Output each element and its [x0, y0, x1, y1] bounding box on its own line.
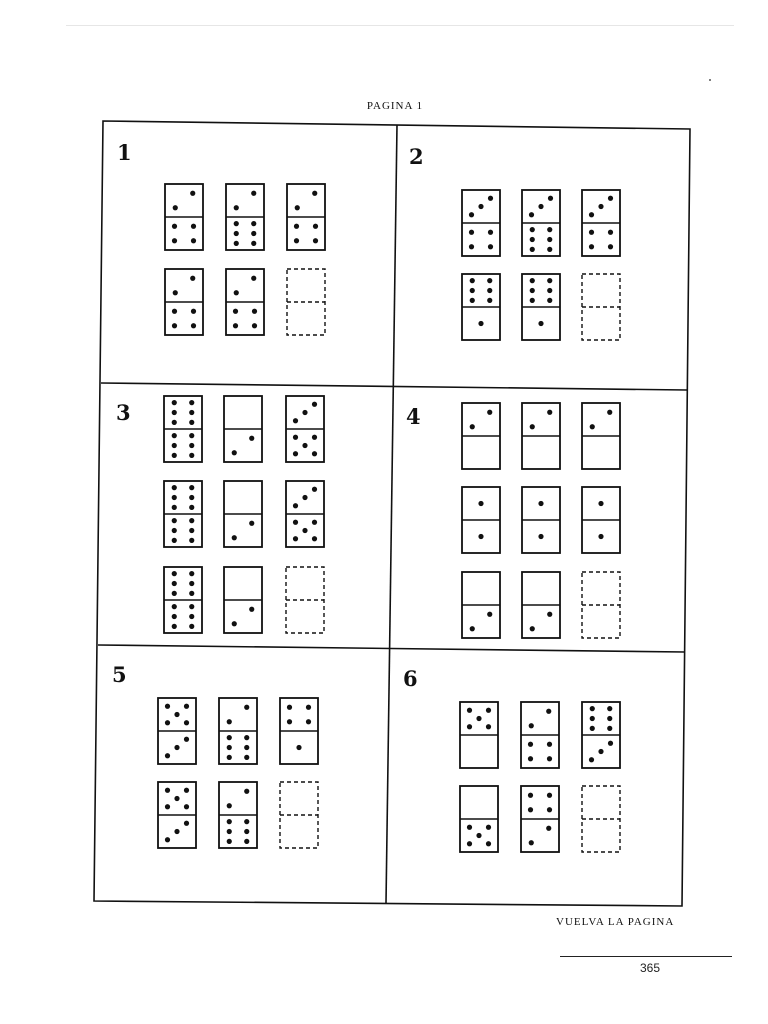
pip — [530, 298, 535, 303]
pip — [313, 238, 318, 243]
pip — [232, 535, 237, 540]
panel-2 — [409, 144, 620, 340]
pip — [598, 749, 603, 754]
pip — [172, 518, 177, 523]
pip — [174, 745, 179, 750]
domino-tile — [462, 572, 500, 638]
pip — [547, 247, 552, 252]
blank-domino-answer-slot[interactable] — [286, 567, 324, 633]
page-number: 365 — [640, 961, 661, 975]
pip — [312, 191, 317, 196]
pip — [607, 410, 612, 415]
domino-tile — [462, 274, 500, 340]
pip — [234, 231, 239, 236]
domino-tile — [158, 782, 196, 848]
pip — [312, 435, 317, 440]
turn-page-note: VUELVA LA PAGINA — [556, 916, 675, 928]
pip — [189, 528, 194, 533]
pip — [165, 753, 170, 758]
pip — [538, 321, 543, 326]
pip — [249, 521, 254, 526]
pip — [302, 410, 307, 415]
panel-number: 2 — [409, 144, 424, 169]
pip — [244, 839, 249, 844]
domino-tile — [280, 698, 318, 764]
domino-tile — [462, 403, 500, 469]
pip — [478, 204, 483, 209]
pip — [312, 451, 317, 456]
pip — [189, 443, 194, 448]
domino-tile — [224, 396, 262, 462]
pip — [486, 708, 491, 713]
pip — [547, 237, 552, 242]
pip — [232, 621, 237, 626]
pip — [487, 288, 492, 293]
pip — [598, 501, 603, 506]
pip — [467, 724, 472, 729]
pip — [251, 276, 256, 281]
pip — [165, 704, 170, 709]
pip — [172, 485, 177, 490]
pip — [190, 191, 195, 196]
pip — [172, 400, 177, 405]
pip — [608, 196, 613, 201]
pip — [487, 278, 492, 283]
pip — [547, 288, 552, 293]
pip — [590, 726, 595, 731]
pip — [191, 309, 196, 314]
horizontal-divider-2 — [98, 645, 685, 652]
pip — [306, 719, 311, 724]
pip — [547, 793, 552, 798]
pip — [589, 757, 594, 762]
pip — [234, 241, 239, 246]
pip — [232, 450, 237, 455]
pip — [172, 538, 177, 543]
pip — [312, 487, 317, 492]
pip — [528, 807, 533, 812]
pip — [488, 244, 493, 249]
pip — [251, 231, 256, 236]
pip — [306, 705, 311, 710]
domino-tile — [164, 396, 202, 462]
pip — [607, 706, 612, 711]
pip — [184, 704, 189, 709]
pip — [293, 536, 298, 541]
page-title: PAGINA 1 — [366, 100, 424, 112]
pip — [538, 501, 543, 506]
domino-tile — [165, 269, 203, 335]
pip — [172, 614, 177, 619]
pip — [227, 755, 232, 760]
domino-tile — [522, 487, 560, 553]
pip — [227, 803, 232, 808]
pip — [251, 241, 256, 246]
pip — [548, 196, 553, 201]
pip — [172, 238, 177, 243]
domino-tile — [286, 481, 324, 547]
pip — [287, 705, 292, 710]
pip — [189, 538, 194, 543]
domino-tile — [219, 698, 257, 764]
pip — [470, 298, 475, 303]
pip — [244, 735, 249, 740]
pip — [184, 737, 189, 742]
domino-tile — [219, 782, 257, 848]
pip — [589, 212, 594, 217]
pip — [312, 520, 317, 525]
panel-3 — [116, 396, 324, 633]
pip — [470, 626, 475, 631]
domino-tile — [521, 702, 559, 768]
panel-number: 6 — [403, 666, 418, 691]
footer-divider — [560, 956, 732, 957]
pip — [172, 505, 177, 510]
blank-domino-answer-slot[interactable] — [287, 269, 325, 335]
pip — [189, 410, 194, 415]
pip — [189, 518, 194, 523]
pip — [227, 839, 232, 844]
pip — [589, 230, 594, 235]
pip — [189, 614, 194, 619]
pip — [172, 420, 177, 425]
blank-domino-answer-slot[interactable] — [582, 786, 620, 852]
pip — [184, 788, 189, 793]
pip — [244, 705, 249, 710]
pip — [467, 708, 472, 713]
pip — [470, 288, 475, 293]
pip — [313, 224, 318, 229]
domino-tile — [521, 786, 559, 852]
pip — [529, 212, 534, 217]
pip — [486, 724, 491, 729]
pip — [469, 230, 474, 235]
pip — [470, 424, 475, 429]
pip — [294, 238, 299, 243]
print-speck — [709, 79, 711, 81]
domino-tile — [224, 481, 262, 547]
pip — [589, 244, 594, 249]
domino-tile — [522, 274, 560, 340]
pip — [547, 410, 552, 415]
domino-tile — [226, 184, 264, 250]
pip — [189, 591, 194, 596]
pip — [234, 205, 239, 210]
pip — [233, 309, 238, 314]
pip — [244, 745, 249, 750]
pip — [487, 612, 492, 617]
pip — [486, 825, 491, 830]
pip — [251, 191, 256, 196]
pip — [294, 224, 299, 229]
pip — [608, 741, 613, 746]
domino-tile — [287, 184, 325, 250]
panels — [112, 140, 620, 852]
pip — [607, 726, 612, 731]
pip — [528, 793, 533, 798]
pip — [590, 706, 595, 711]
pip — [547, 807, 552, 812]
pip — [598, 204, 603, 209]
pip — [547, 278, 552, 283]
pip — [478, 501, 483, 506]
pip — [546, 826, 551, 831]
panel-5 — [112, 662, 318, 848]
panel-number: 4 — [406, 404, 421, 429]
pip — [244, 755, 249, 760]
domino-tile — [582, 487, 620, 553]
pip — [251, 221, 256, 226]
domino-tile — [522, 190, 560, 256]
pip — [476, 716, 481, 721]
pip — [172, 571, 177, 576]
pip — [293, 451, 298, 456]
pip — [165, 837, 170, 842]
pip — [172, 624, 177, 629]
panel-number: 1 — [117, 140, 132, 165]
panel-1 — [117, 140, 325, 335]
domino-tile — [158, 698, 196, 764]
pip — [227, 745, 232, 750]
pip — [174, 829, 179, 834]
pip — [478, 321, 483, 326]
pip — [191, 323, 196, 328]
pip — [252, 309, 257, 314]
pip — [469, 244, 474, 249]
pip — [233, 323, 238, 328]
pip — [227, 719, 232, 724]
pip — [529, 840, 534, 845]
pip — [302, 443, 307, 448]
pip — [608, 244, 613, 249]
pip — [469, 212, 474, 217]
pip — [312, 536, 317, 541]
pip — [467, 825, 472, 830]
domino-tile — [522, 403, 560, 469]
pip — [608, 230, 613, 235]
pip — [173, 290, 178, 295]
panel-number: 3 — [116, 400, 131, 425]
pip — [295, 205, 300, 210]
domino-tile — [582, 702, 620, 768]
pip — [249, 607, 254, 612]
pip — [538, 534, 543, 539]
pip — [470, 278, 475, 283]
pip — [189, 400, 194, 405]
pip — [293, 435, 298, 440]
pip — [530, 424, 535, 429]
pip — [547, 227, 552, 232]
domino-tile — [164, 481, 202, 547]
pip — [528, 756, 533, 761]
pip — [184, 720, 189, 725]
domino-tile — [164, 567, 202, 633]
pip — [172, 495, 177, 500]
pip — [302, 528, 307, 533]
domino-tile — [460, 786, 498, 852]
domino-tile — [165, 184, 203, 250]
pip — [227, 735, 232, 740]
pip — [189, 453, 194, 458]
pip — [234, 221, 239, 226]
pip — [538, 204, 543, 209]
pip — [172, 443, 177, 448]
pip — [172, 433, 177, 438]
pip — [590, 716, 595, 721]
pip — [174, 796, 179, 801]
pip — [172, 453, 177, 458]
blank-domino-answer-slot[interactable] — [582, 274, 620, 340]
pip — [293, 418, 298, 423]
pip — [191, 224, 196, 229]
pip — [488, 230, 493, 235]
domino-tile — [522, 572, 560, 638]
pip — [184, 821, 189, 826]
panel-6 — [403, 666, 620, 852]
panel-number: 5 — [112, 662, 127, 687]
pip — [172, 581, 177, 586]
pip — [172, 309, 177, 314]
pip — [293, 520, 298, 525]
pip — [172, 528, 177, 533]
domino-tile — [286, 396, 324, 462]
domino-tile — [582, 403, 620, 469]
pip — [165, 804, 170, 809]
pip — [467, 841, 472, 846]
pip — [607, 716, 612, 721]
pip — [189, 420, 194, 425]
pip — [165, 788, 170, 793]
pip — [189, 495, 194, 500]
pip — [189, 581, 194, 586]
pip — [227, 829, 232, 834]
pip — [546, 709, 551, 714]
domino-tile — [224, 567, 262, 633]
pip — [530, 278, 535, 283]
pip — [590, 424, 595, 429]
blank-domino-answer-slot[interactable] — [582, 572, 620, 638]
pip — [189, 571, 194, 576]
pip — [190, 276, 195, 281]
pip — [287, 719, 292, 724]
pip — [173, 205, 178, 210]
pip — [172, 323, 177, 328]
pip — [189, 505, 194, 510]
pip — [486, 841, 491, 846]
pip — [189, 485, 194, 490]
pip — [478, 534, 483, 539]
pip — [244, 789, 249, 794]
pip — [476, 833, 481, 838]
pip — [530, 227, 535, 232]
pip — [302, 495, 307, 500]
pip — [244, 829, 249, 834]
panel-4 — [406, 403, 620, 638]
pip — [487, 410, 492, 415]
pip — [172, 224, 177, 229]
pip — [547, 742, 552, 747]
pip — [234, 290, 239, 295]
vertical-divider — [386, 125, 397, 903]
domino-tile — [582, 190, 620, 256]
pip — [530, 626, 535, 631]
pip — [189, 604, 194, 609]
pip — [249, 436, 254, 441]
blank-domino-answer-slot[interactable] — [280, 782, 318, 848]
pip — [547, 298, 552, 303]
pip — [172, 410, 177, 415]
pip — [174, 712, 179, 717]
pip — [165, 720, 170, 725]
pip — [172, 604, 177, 609]
pip — [528, 742, 533, 747]
domino-tile — [462, 487, 500, 553]
pip — [312, 402, 317, 407]
pip — [189, 624, 194, 629]
pip — [547, 756, 552, 761]
pip — [293, 503, 298, 508]
pip — [547, 612, 552, 617]
pip — [184, 804, 189, 809]
pip — [296, 745, 301, 750]
pip — [530, 247, 535, 252]
pip — [530, 288, 535, 293]
pip — [487, 298, 492, 303]
pip — [189, 433, 194, 438]
pip — [488, 196, 493, 201]
pip — [227, 819, 232, 824]
pip — [530, 237, 535, 242]
domino-tile — [462, 190, 500, 256]
domino-tile — [460, 702, 498, 768]
pip — [252, 323, 257, 328]
pip — [598, 534, 603, 539]
domino-tile — [226, 269, 264, 335]
pip — [529, 723, 534, 728]
pip — [172, 591, 177, 596]
pip — [244, 819, 249, 824]
pip — [191, 238, 196, 243]
